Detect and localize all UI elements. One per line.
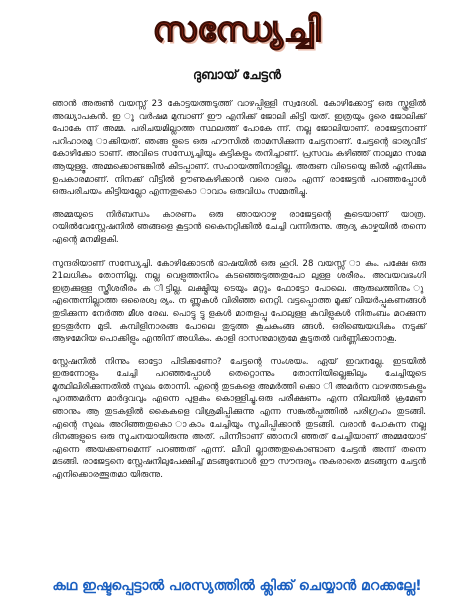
story-subtitle: ദുബായ് ചേട്ടൻ bbox=[193, 68, 281, 83]
ad-click-banner: കഥ ഇഷ്ടപ്പെട്ടാൽ പരസ്യത്തിൽ ക്ലിക്ക് ചെയ്യാൻ മറക്കല്ലേ! bbox=[52, 578, 422, 594]
story-paragraph-3: സുന്ദരിയാണ് സന്ധ്യേച്ചി. കോഴിക്കോടൻ ഭാഷയിൽ ഒരു ഹൂറി. 28 വയസ്സ് ാ കും. പക്ഷേ ഒരു 21ലധികം തോന്നില്ല. നല്ല വെളുത്തനിറം കടഞ്ഞെടുത്തതുപോ ലുള്ള ശരീരം. അവയവഭംഗി ഇത്രക്കുള്ള സ്ത്രീശരീരം ക ിട്ടില്ല. ലക്ഷ്മിയു ടെയും മറ്റും ഫോട്ടോ പോലെ. ആരുഖത്തിനും ു എന്തെന്നില്ലാത്ത ഒരൈശ്വ ര്യം. ന ണ്ണുകൾ വിരിഞ്ഞ നെറ്റി. വട്ടപ്പൊത്ത മൂക്ക് വിയർപ്പുകണങ്ങൾ തുടിക്കുന്ന നേർത്ത മീശ രേഖ. പൊട്ടു ട്ടു ളകൾ മാതളപ്പൂ പോലുള്ള കവിളുകൾ നിതംബം മറക്കുന്ന ഇടതൂർന്ന മുടി. കമ്പിളിനാരങ്ങ പോലെ തുടുത്ത കൂചകുംങ്ങ ങ്ങൾ. ഒരിഞ്ചെയധികം നടുക്ക് ആഴമേറിയ പൊക്കിളും എന്തിന് അധികം. കാളി ദാസനുമാത്രമേ കൂടുതൽ വർണ്ണിക്കാനാകൂ. bbox=[52, 258, 426, 345]
story-paragraph-1: ഞാൻ അരുൺ വയസ്സ് 23 കോട്ടയത്തടുത്ത് വാഴപ്പിള്ളി സ്വദേശി. കോഴിക്കോട്ട് ഒരു സ്കൂളിൽ അദ്ധ്യാപകൻ. ഇ ൂ വർഷമ മുമ്പാണ് ഈ എനിക്ക് ജോലി കിട്ടി യത്. ഇത്രയും ദൂരെ ജോലിക്ക് പോകേ ന്ന് അമ്മ. പരിചയമില്ലാത്ത സ്ഥലത്ത് പോകേ ന്ന്. നല്ല ജോലിയാണ്. രാജേട്ടനാണ് പറിഹാരമു ാക്കിയത്. ഞങ്ങ ളുടെ ഒരു ഹൗസിൽ താമസിക്കുന്ന ചേട്ടനാണ്. ചേട്ടന്റെ ഭാര്യവീട് കോഴിക്കോ ടാണ്. അവിടെ സന്ധ്യേച്ചിയും കുട്ടികളും തനിച്ചാണ്. പ്രസവം കഴിഞ്ഞ് നാലുമാ സമേ ആയുള്ളൂ. അമ്മക്കൊണ്ടങ്കിൽ കിടപ്പാണ്. സഹായത്തിനാളില്ല. അരുണ വിടെയുെ ങ്കിൽ എനിക്കും ഉപകാരമാണ്. നിനക്ക് വീട്ടിൽ ഊണുകഴിക്കാൻ വരെ വരാം എന്ന് രാജേട്ടൻ പറഞ്ഞപ്പോൾ ഒരുപരിചയം കിട്ടിയല്ലോ എന്നതുകൊ ാവാം ഒരുവിധം സമ്മതിച്ചു. bbox=[52, 99, 426, 198]
page-title: സന്ധ്യേച്ചി bbox=[152, 10, 322, 50]
title-block bbox=[0, 8, 474, 52]
story-body bbox=[52, 98, 426, 492]
story-paragraph-4: സ്റ്റേഷനിൽ നിന്നും ഓട്ടോ പിടിക്കണോ? ചേട്ടന്റെ സംശയം. ഏയ് ഇവനല്ലേ. ഇടയിൽ ഇരുന്നോളും ചേച്ചി പറഞ്ഞപ്പോൾ തെറ്റൊന്നും തോന്നിയില്ലെങ്കിലും ചേച്ചിയുടെ മൂത്ഥിലിരിക്കുന്നതിൽ സുഖം തോന്നി. എന്റെ തുടകളെ അമർത്തി ക്കൊ ി അമർന്ന വാഴത്തടകളും പുറത്തമർന്ന മാർദ്ദവവും എന്നെ പുളകം കൊള്ളിച്ചു.ഒരു പരീക്ഷണം എന്ന നിലയിൽ ക്രമേണ ഞാനും ആ തുടകളിൽ കൈകളെ വിശ്രമിപ്പിക്കുന്നു എന്ന സങ്കൽപ്പത്തിൽ പരിഗ്രഹം തുടങ്ങി. എന്റെ സുഖം അറിഞ്ഞതുകൊ ാകാം ചേച്ചിയും സൂചിപ്പിക്കാൻ തുടങ്ങി. വരാൻ പോകുന്ന നല്ല ദിനങ്ങളുടെ ഒരു സൂചനയായിരുന്നു അത്. പിന്നീടാണ് ഞാനറി ഞ്ഞത് ചേച്ചിയാണ് അമ്മയോട് എന്നെ അയക്കണമെന്ന് പറഞ്ഞത് എന്ന്. ലീവി ല്ലാത്തതുകൊണ്ടാണ ചേട്ടൻ അന്ന് തന്നെ മടങ്ങി. രാജേട്ടനെ സ്റ്റേഷനിലുപേക്ഷിച്ച് മടങ്ങുമ്പോൾ ഈ സൗന്ദര്യം നുകരാതെ മടങ്ങുന്ന ചേട്ടൻ എനിക്കൊരത്ഭുതമാ യിരുന്നു. bbox=[52, 356, 426, 481]
story-paragraph-2: അമ്മയുടെ നിർബന്ധം കാരണം ഒരു ഞായറാഴ്ച രാജേട്ടന്റെ കൂടെയാണ് യാത്ര. റയിൽവേസ്റ്റേഷനിൽ ഞങ്ങളെ കൂട്ടാൻ കൈനറ്റിക്കിൽ ചേച്ചി വന്നിരുന്നു. ആദ്യ കാഴ്ചയിൽ തന്നെ എന്റെ മനമിളകി. bbox=[52, 209, 426, 245]
